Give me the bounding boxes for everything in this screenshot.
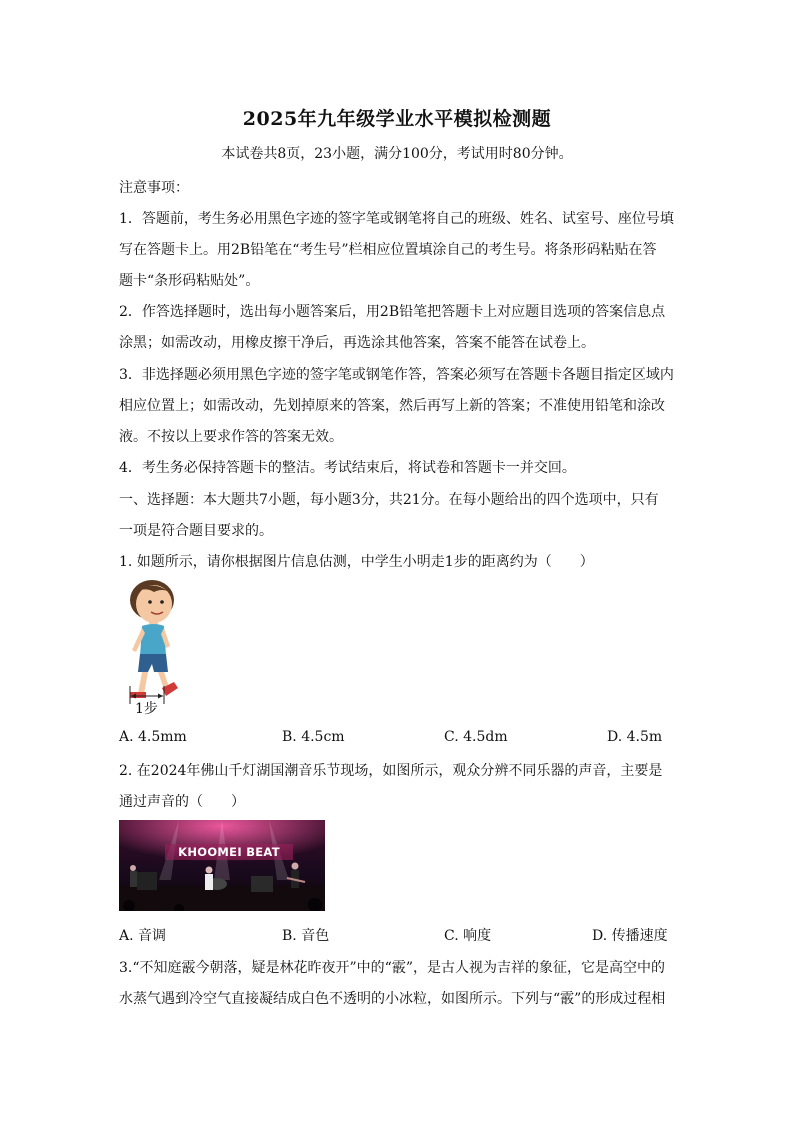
q1-option-c[interactable]: C. 4.5dm	[444, 729, 508, 745]
q1-option-b[interactable]: B. 4.5cm	[282, 729, 345, 745]
question-2-stem: 2. 在2024年佛山千灯湖国潮音乐节现场，如图所示，观众分辨不同乐器的声音，主要是	[119, 763, 663, 779]
notice-line: 写在答题卡上。用2B铅笔在“考生号”栏相应位置填涂自己的考生号。将条形码粘贴在答	[119, 242, 657, 258]
walking-boy-illustration	[118, 578, 188, 718]
question-1-stem: 1. 如题所示，请你根据图片信息估测，中学生小明走1步的距离约为（ ）	[119, 554, 594, 570]
q2-option-a[interactable]: A. 音调	[119, 928, 167, 944]
notice-line: 液。不按以上要求作答的答案无效。	[119, 429, 343, 445]
concert-illustration	[119, 820, 325, 911]
notice-line: 4．考生务必保持答题卡的整洁。考试结束后，将试卷和答题卡一并交回。	[119, 460, 576, 476]
exam-subtitle: 本试卷共8页，23小题，满分100分，考试用时80分钟。	[221, 146, 573, 162]
q2-option-c[interactable]: C. 响度	[444, 928, 492, 944]
notice-line: 3．非选择题必须用黑色字迹的签字笔或钢笔作答，答案必须写在答题卡各题目指定区域内	[119, 367, 674, 383]
section-heading: 一、选择题：本大题共7小题，每小题3分，共21分。在每小题给出的四个选项中，只有	[119, 492, 659, 508]
notice-heading: 注意事项：	[119, 180, 189, 196]
step-label: 1步	[135, 701, 158, 717]
section-heading-cont: 一项是符合题目要求的。	[119, 523, 273, 539]
walking-boy-figure	[118, 578, 188, 718]
question-2-stem-cont: 通过声音的（ ）	[119, 794, 245, 810]
notice-line: 2．作答选择题时，选出每小题答案后，用2B铅笔把答题卡上对应题目选项的答案信息点	[119, 304, 666, 320]
q1-option-a[interactable]: A. 4.5mm	[119, 729, 187, 745]
q2-option-b[interactable]: B. 音色	[282, 928, 330, 944]
notice-line: 题卡“条形码粘贴处”。	[119, 273, 260, 289]
stage-banner-text: KHOOMEI BEAT	[178, 845, 280, 859]
q2-option-d[interactable]: D. 传播速度	[592, 928, 668, 944]
q1-option-d[interactable]: D. 4.5m	[607, 729, 663, 745]
notice-line: 涂黑；如需改动，用橡皮擦干净后，再选涂其他答案，答案不能答在试卷上。	[119, 335, 595, 351]
notice-line: 1．答题前，考生务必用黑色字迹的签字笔或钢笔将自己的班级、姓名、试室号、座位号填	[119, 211, 674, 227]
question-3-stem: 3.“不知庭霰今朝落，疑是林花昨夜开”中的“霰”，是古人视为吉祥的象征，它是高空中的	[119, 960, 665, 976]
page-title: 2025年九年级学业水平模拟检测题	[242, 108, 552, 130]
concert-stage-photo	[119, 820, 325, 911]
notice-line: 相应位置上；如需改动，先划掉原来的答案，然后再写上新的答案；不准使用铅笔和涂改	[119, 398, 665, 414]
question-3-stem-cont: 水蒸气遇到冷空气直接凝结成白色不透明的小冰粒，如图所示。下列与“霰”的形成过程相	[119, 991, 666, 1007]
